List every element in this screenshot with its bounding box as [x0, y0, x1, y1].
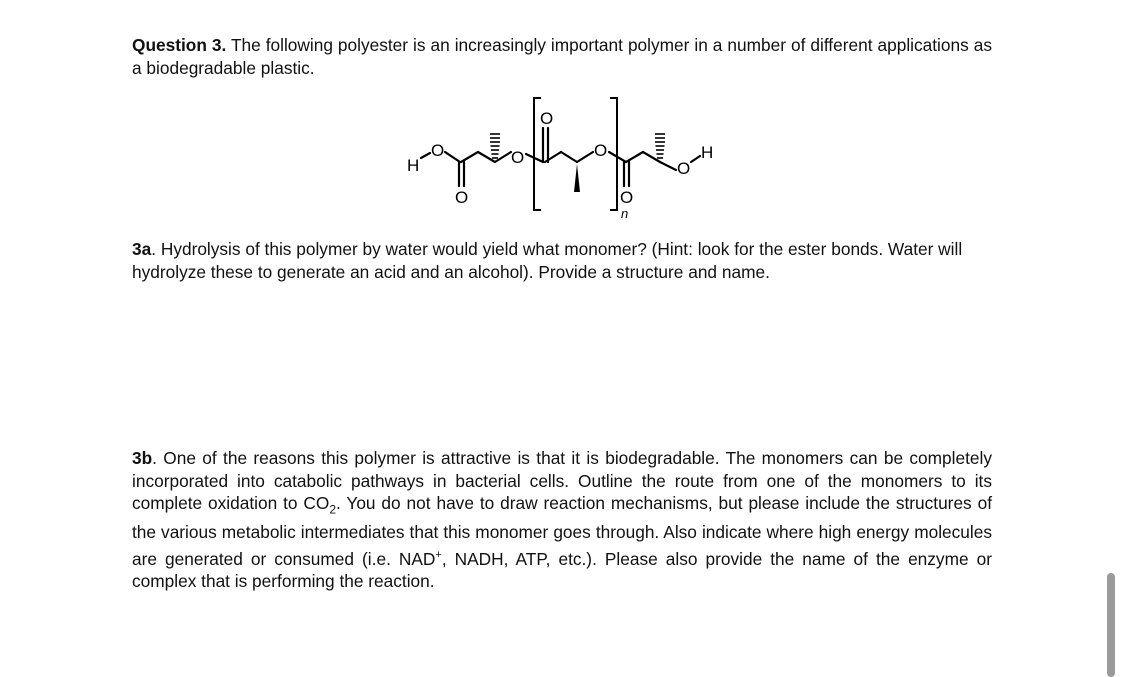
- question-3-paragraph: [132, 34, 992, 79]
- atom-o-hydroxyl: O: [677, 159, 691, 178]
- atom-h-right: H: [701, 143, 714, 162]
- repeat-subscript-n: n: [621, 206, 629, 221]
- atom-o-ester2: O: [511, 148, 525, 167]
- bond-c7-c8: [626, 152, 643, 162]
- bond-c9-o4: [660, 162, 676, 170]
- question-3a-paragraph: [132, 238, 992, 283]
- question-3-label: Question 3.: [132, 35, 227, 55]
- bond-c5-c6: [561, 152, 577, 162]
- atom-o-ester1: O: [431, 141, 445, 160]
- atom-o-carbonyl1: O: [455, 188, 469, 207]
- solid-wedge: [574, 164, 580, 192]
- hashed-wedge-1: [490, 134, 500, 158]
- question-3a-label: 3a: [132, 239, 152, 259]
- atom-o-ester3: O: [594, 141, 608, 160]
- bond-o4-h: [691, 156, 700, 162]
- bond-o-c1: [445, 152, 460, 162]
- atom-h-left: H: [407, 156, 420, 175]
- question-3a-text: . Hydrolysis of this polymer by water would yield what monomer? (Hint: look for the ester bonds. Water will hydrolyze these to generate an acid and an alcohol). Provide a structure and name.: [132, 239, 963, 282]
- co2-subscript: 2: [329, 502, 336, 517]
- question-3b-text-part1: . One of the reasons this polymer is attractive is that it is biodegradable. The monomers can be completely incorporated into catabolic pathways in bacterial cells. Outline the route from one of the monomers to its complete oxidation to CO: [132, 448, 992, 514]
- bond-h-o: [421, 153, 430, 158]
- question-3b-paragraph: [132, 447, 992, 593]
- question-3-text: The following polyester is an increasingly important polymer in a number of different applications as a biodegradable plastic.: [132, 35, 992, 78]
- atom-o-carbonyl2: O: [540, 109, 554, 128]
- polyester-structure: [395, 92, 735, 222]
- atom-o-carbonyl3: O: [620, 188, 634, 207]
- hashed-wedge-2: [655, 134, 665, 158]
- question-3b-text-part3: , NADH, ATP, etc.). Please also provide the name of the enzyme or complex that is performing the reaction.: [132, 548, 992, 592]
- bond-c6-o3: [577, 152, 593, 162]
- bond-c1-c2: [461, 152, 478, 162]
- nad-superscript: +: [435, 548, 442, 561]
- question-3b-label: 3b: [132, 448, 153, 468]
- vertical-scrollbar[interactable]: [1107, 573, 1115, 677]
- question-3b-text-part2: . You do not have to draw reaction mechanisms, but please include the structures of the various metabolic intermediates that this monomer goes through. Also indicate where high energy molecules are generated or consumed (i.e. NAD: [132, 493, 992, 569]
